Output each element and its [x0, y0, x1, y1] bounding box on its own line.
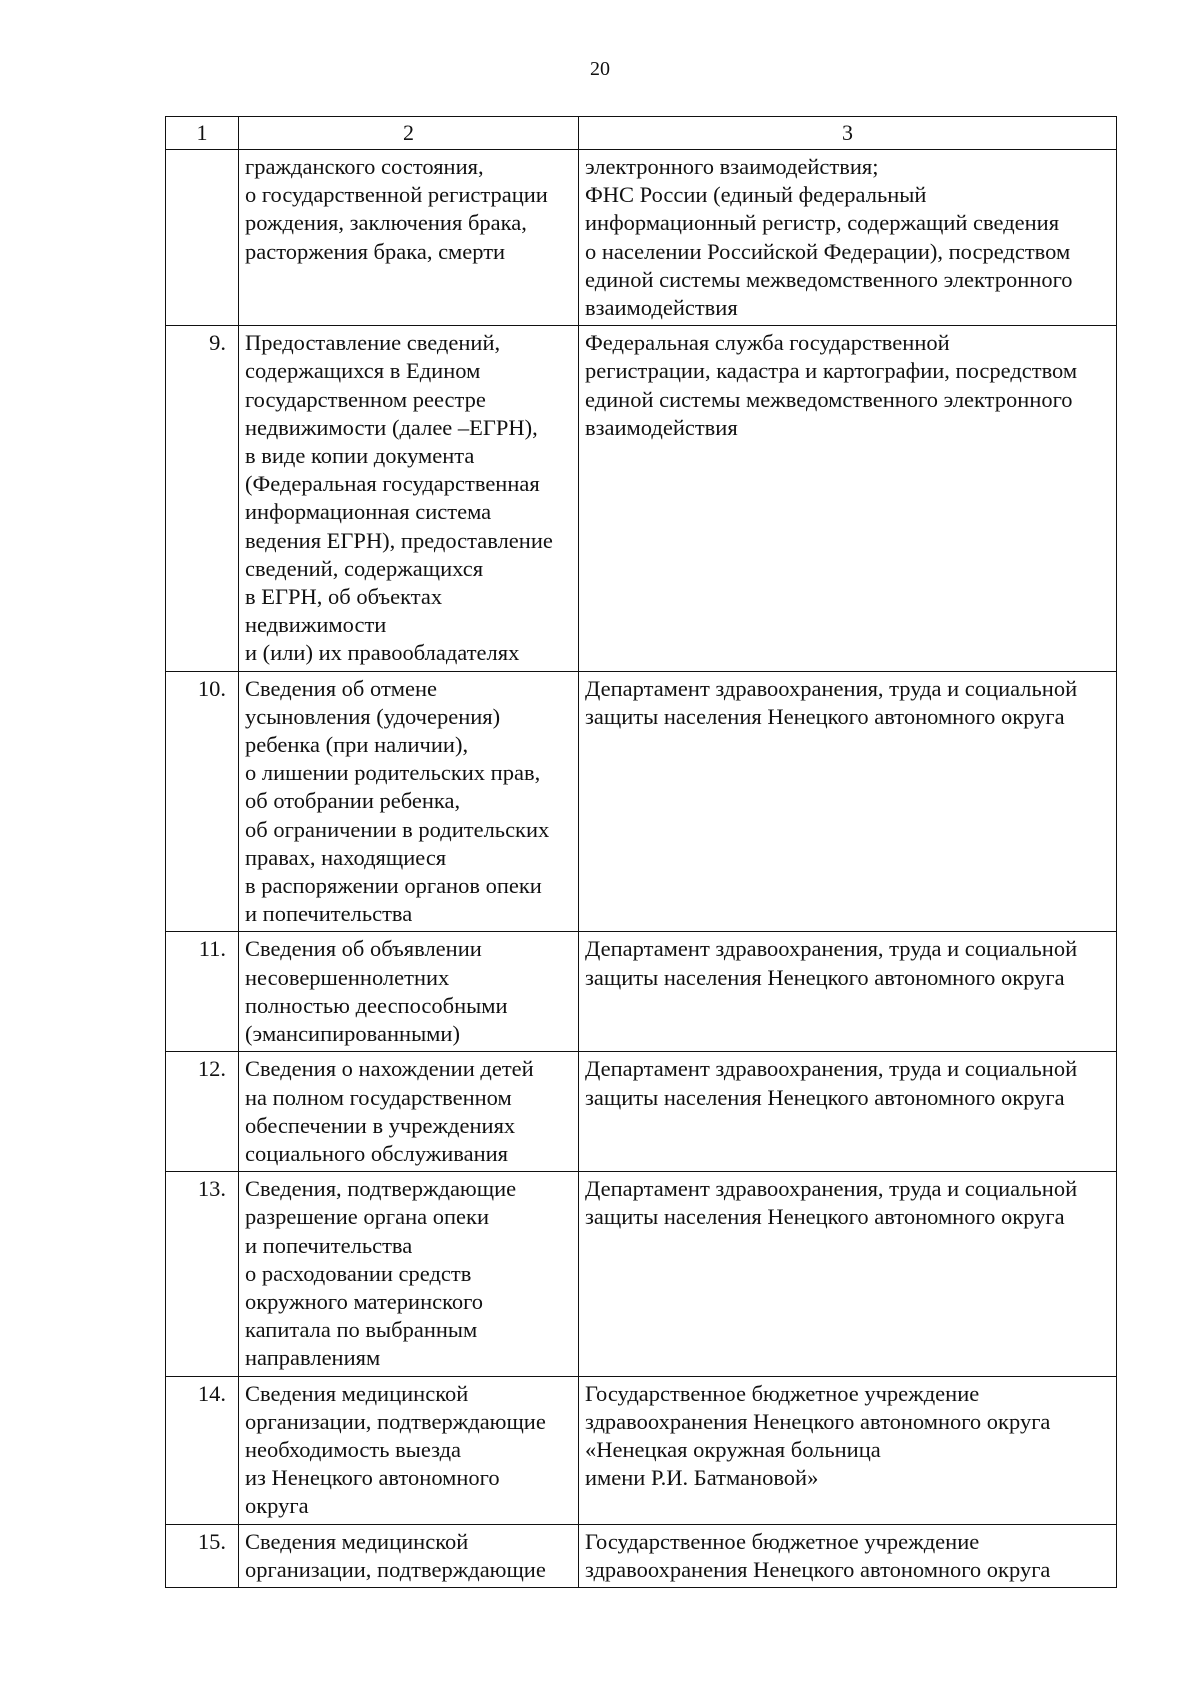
row-info: гражданского состояния, о государственной регистрации рождения, заключения брака, расторжения брака, смерти	[239, 150, 579, 326]
row-info: Сведения медицинской организации, подтверждающие	[239, 1524, 579, 1587]
row-info: Сведения об отмене усыновления (удочерения) ребенка (при наличии), о лишении родительских прав, об отобрании ребенка, об ограничении в родительских правах, находящиеся в распоряжении органов опеки и попечительства	[239, 671, 579, 932]
row-info: Сведения о нахождении детей на полном государственном обеспечении в учреждениях социального обслуживания	[239, 1052, 579, 1172]
row-info: Предоставление сведений, содержащихся в Едином государственном реестре недвижимости (далее –ЕГРН), в виде копии документа (Федеральная государственная информационная система ведения ЕГРН), предоставление сведений, содержащихся в ЕГРН, об объектах недвижимости и (или) их правообладателях	[239, 326, 579, 671]
row-number: 15.	[166, 1524, 239, 1587]
row-source: Департамент здравоохранения, труда и социальной защиты населения Ненецкого автономного округа	[579, 1172, 1117, 1376]
table-row	[166, 150, 1117, 326]
table-row	[166, 1524, 1117, 1587]
table-row	[166, 1052, 1117, 1172]
column-header-source: 3	[579, 117, 1117, 150]
row-number: 14.	[166, 1376, 239, 1524]
row-number: 10.	[166, 671, 239, 932]
column-header-info: 2	[239, 117, 579, 150]
documents-table	[165, 116, 1117, 1588]
row-source: Федеральная служба государственной регистрации, кадастра и картографии, посредством единой системы межведомственного электронного взаимодействия	[579, 326, 1117, 671]
table-row	[166, 671, 1117, 932]
column-header-number: 1	[166, 117, 239, 150]
row-info: Сведения об объявлении несовершеннолетних полностью дееспособными (эмансипированными)	[239, 932, 579, 1052]
table-row	[166, 1172, 1117, 1376]
row-number: 12.	[166, 1052, 239, 1172]
row-info: Сведения, подтверждающие разрешение органа опеки и попечительства о расходовании средств окружного материнского капитала по выбранным направлениям	[239, 1172, 579, 1376]
table-header-row	[166, 117, 1117, 150]
row-info: Сведения медицинской организации, подтверждающие необходимость выезда из Ненецкого автономного округа	[239, 1376, 579, 1524]
table-row	[166, 932, 1117, 1052]
row-number: 13.	[166, 1172, 239, 1376]
row-number: 11.	[166, 932, 239, 1052]
row-source: Государственное бюджетное учреждение здравоохранения Ненецкого автономного округа	[579, 1524, 1117, 1587]
row-source: Департамент здравоохранения, труда и социальной защиты населения Ненецкого автономного округа	[579, 932, 1117, 1052]
row-number: 9.	[166, 326, 239, 671]
row-source: Государственное бюджетное учреждение здравоохранения Ненецкого автономного округа «Ненецкая окружная больница имени Р.И. Батмановой»	[579, 1376, 1117, 1524]
row-source: Департамент здравоохранения, труда и социальной защиты населения Ненецкого автономного округа	[579, 1052, 1117, 1172]
row-number	[166, 150, 239, 326]
page-number: 20	[590, 58, 610, 80]
row-source: Департамент здравоохранения, труда и социальной защиты населения Ненецкого автономного округа	[579, 671, 1117, 932]
row-source: электронного взаимодействия; ФНС России (единый федеральный информационный регистр, содержащий сведения о населении Российской Федерации), посредством единой системы межведомственного электронного взаимодействия	[579, 150, 1117, 326]
table-row	[166, 1376, 1117, 1524]
table-row	[166, 326, 1117, 671]
